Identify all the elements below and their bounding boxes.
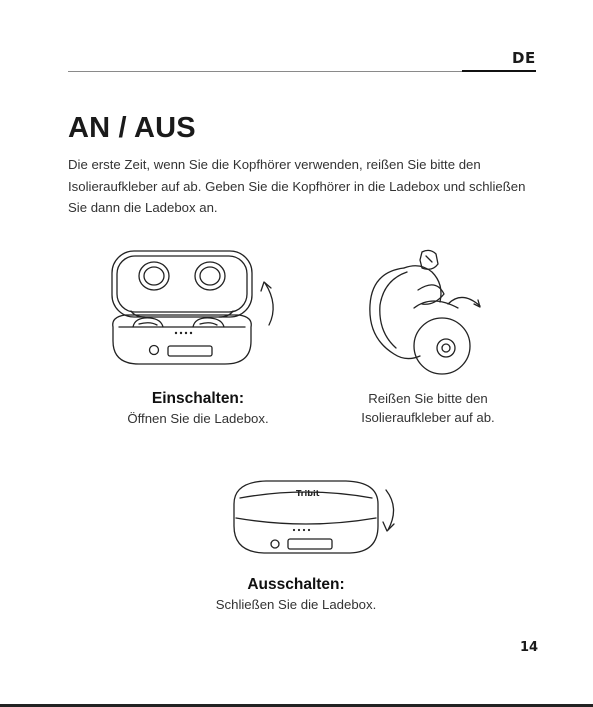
section-title: AN / AUS xyxy=(68,112,196,144)
remove-sticker-caption xyxy=(330,389,526,427)
closed-case-illustration xyxy=(228,476,418,566)
intro-paragraph: Die erste Zeit, wenn Sie die Kopfhörer verwenden, reißen Sie bitte den Isolieraufkleber auf ab. Geben Sie die Kopfhörer in die Ladebox und schließen Sie dann die Ladebox an. xyxy=(68,157,526,215)
power-on-caption xyxy=(90,389,306,428)
open-case-illustration xyxy=(105,245,305,375)
power-off-text: Schließen Sie die Ladebox. xyxy=(215,597,377,612)
earbud-sticker-illustration xyxy=(362,250,502,380)
header-rule-accent xyxy=(462,70,536,72)
remove-sticker-line1: Reißen Sie bitte den xyxy=(368,391,488,406)
power-off-title: Ausschalten: xyxy=(247,576,345,593)
power-on-text: Öffnen Sie die Ladebox. xyxy=(127,411,269,426)
language-code: DE xyxy=(512,49,536,67)
page-number: 14 xyxy=(520,640,539,655)
remove-sticker-line2: Isolieraufkleber auf ab. xyxy=(361,410,495,425)
power-off-caption xyxy=(196,575,396,614)
header-rule xyxy=(68,71,462,72)
case-logo: Tribit xyxy=(296,489,320,498)
power-on-title: Einschalten: xyxy=(151,390,245,407)
